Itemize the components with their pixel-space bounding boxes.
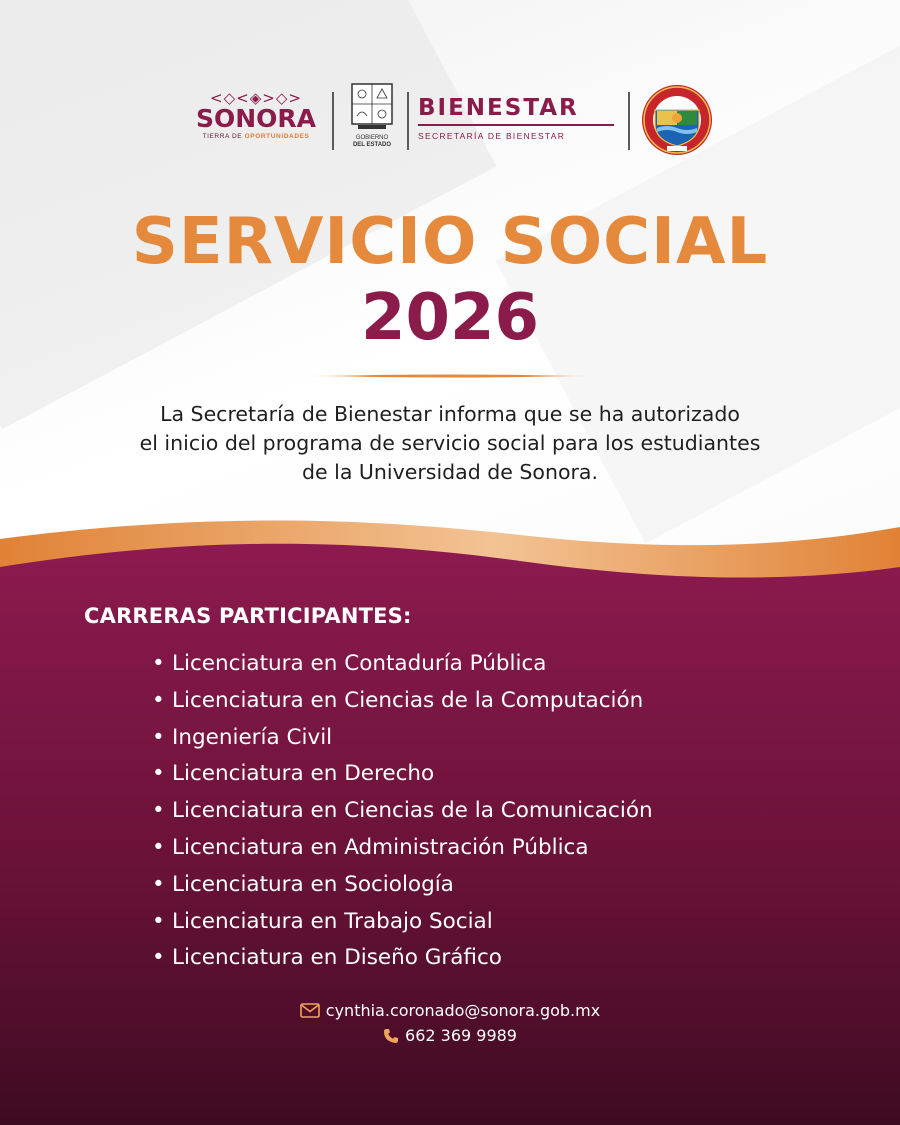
page-title-year: 2026	[360, 281, 540, 355]
logos-header	[0, 82, 900, 162]
phone-icon	[383, 1028, 399, 1044]
sonora-logo	[188, 90, 324, 150]
intro-line: el inicio del programa de servicio social para los estudiantes	[139, 431, 761, 455]
list-item: • Licenciatura en Administración Pública	[152, 834, 589, 860]
list-item: • Licenciatura en Contaduría Pública	[152, 651, 547, 676]
universidad-de-sonora-seal	[641, 84, 713, 156]
estado-label: DEL ESTADO	[352, 142, 392, 148]
list-item: • Licenciatura en Sociología	[152, 871, 454, 897]
intro-paragraph	[60, 400, 840, 487]
list-item: • Ingeniería Civil	[152, 724, 333, 750]
logo-divider	[628, 92, 630, 150]
list-item: • Licenciatura en Ciencias de la Computación	[152, 687, 644, 713]
contact-phone[interactable]	[0, 1025, 900, 1045]
intro-line: de la Universidad de Sonora.	[302, 460, 598, 484]
page-title: SERVICIO SOCIAL	[131, 205, 769, 279]
list-item: • Licenciatura en Derecho	[152, 761, 435, 787]
logo-divider	[407, 92, 409, 150]
contact-email[interactable]	[0, 1000, 900, 1020]
list-item: • Licenciatura en Diseño Gráfico	[152, 945, 502, 971]
gobierno-label: GOBIERNO	[355, 135, 389, 141]
intro-line: La Secretaría de Bienestar informa que se ha autorizado	[160, 402, 740, 426]
envelope-icon	[300, 1003, 320, 1018]
logo-divider	[332, 92, 334, 150]
sonora-logo-word: SONORA	[195, 104, 317, 133]
bienestar-word: BIENESTAR	[418, 95, 579, 121]
gobierno-estado-logo	[343, 82, 401, 158]
gobierno-estado-shield	[350, 82, 394, 130]
careers-list	[152, 646, 653, 977]
bienestar-subtitle: SECRETARÍA DE BIENESTAR	[418, 131, 566, 141]
email-text: cynthia.coronado@sonora.gob.mx	[325, 1001, 601, 1020]
list-item: • Licenciatura en Trabajo Social	[152, 908, 493, 934]
careers-heading: CARRERAS PARTICIPANTES:	[84, 604, 412, 628]
sonora-ornament-icon: <◇<◈>◇>	[210, 89, 302, 107]
bienestar-logo	[418, 94, 614, 146]
title-underline	[306, 373, 594, 379]
list-item: • Licenciatura en Ciencias de la Comunicación	[152, 798, 653, 824]
sonora-tagline: TIERRA DE OPORTUNIDADES	[202, 133, 310, 140]
phone-text: 662 369 9989	[405, 1026, 517, 1045]
bienestar-underline	[418, 124, 614, 126]
